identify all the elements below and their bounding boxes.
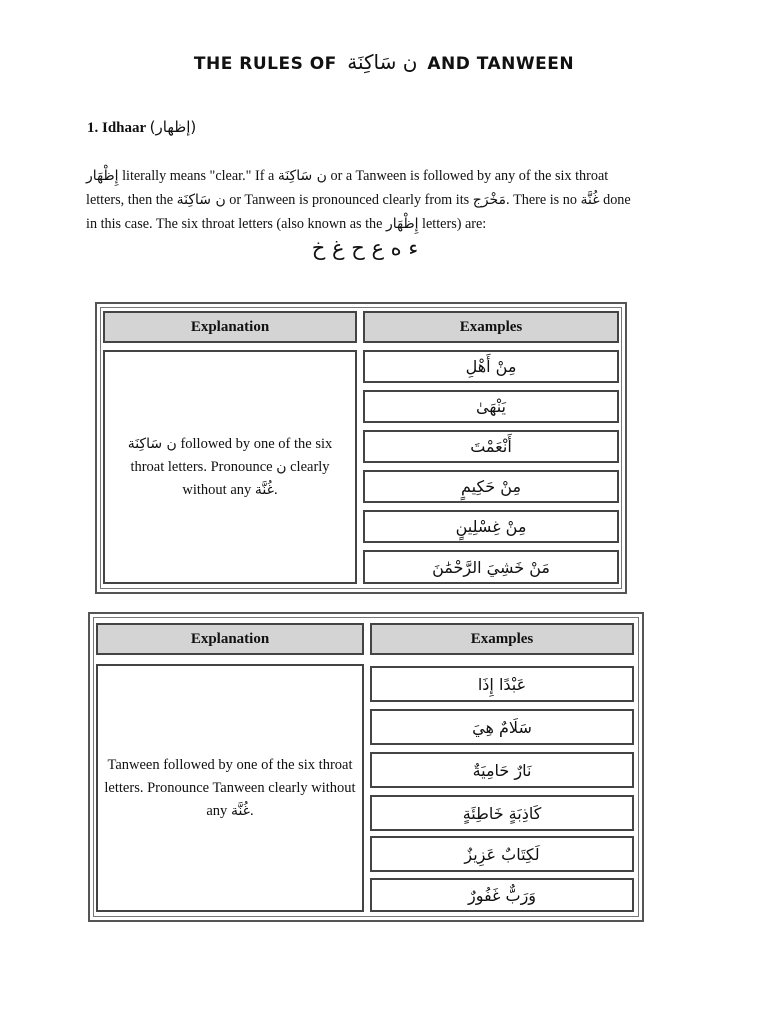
header-explanation: Explanation — [103, 311, 357, 343]
expl-arabic-1: غُنَّة — [230, 802, 250, 819]
para-arabic-5: غُنَّة — [580, 192, 600, 208]
example-cell: كَاذِبَةٍ خَاطِئَةٍ — [370, 795, 634, 831]
example-cell: لَكِتَابٌ عَزِيزٌ — [370, 836, 634, 872]
example-cell: مِنْ غِسْلِينٍ — [363, 510, 619, 543]
explanation-text — [111, 433, 349, 502]
expl-text-2: clearly without any — [182, 458, 330, 498]
header-examples: Examples — [370, 623, 634, 655]
page-title — [0, 50, 768, 74]
example-cell: مِنْ أَهْلِ — [363, 350, 619, 383]
para-arabic-4: مَخْرَج — [472, 192, 507, 208]
expl-arabic-1: ن سَاكِنَة — [127, 435, 177, 452]
explanation-cell — [103, 350, 357, 584]
expl-arabic-3: غُنَّة — [254, 481, 274, 498]
intro-paragraph — [86, 164, 638, 236]
para-text-2: or a Tanween is followed by any of the six throat letters, then the — [86, 168, 609, 208]
example-cell: أَنْعَمْتَ — [363, 430, 619, 463]
title-text-2: AND TANWEEN — [427, 54, 575, 74]
expl-text-2: . — [250, 802, 254, 819]
para-text-5: done in this case. The six throat letters (also known as the — [86, 192, 631, 232]
section-heading — [87, 118, 196, 137]
para-text-4: . There is no — [506, 192, 581, 208]
para-arabic-2: ن سَاكِنَة — [277, 168, 327, 184]
para-arabic-6: إِظْهَار — [385, 216, 419, 232]
table-idhaar-tanween — [88, 612, 644, 922]
title-text-1: THE RULES OF — [193, 54, 337, 74]
para-text-1: literally means "clear." If a — [118, 168, 278, 184]
section-arabic: (إظهار) — [149, 118, 197, 136]
example-cell: مِنْ حَكِيمٍ — [363, 470, 619, 503]
example-cell: مَنْ خَشِيَ الرَّحْمَٰنَ — [363, 550, 619, 584]
explanation-cell — [96, 664, 364, 912]
explanation-text — [104, 754, 356, 823]
para-arabic-1: إِظْهَار — [86, 168, 119, 184]
para-arabic-3: ن سَاكِنَة — [176, 192, 226, 208]
expl-arabic-2: ن — [276, 458, 287, 475]
para-text-3: or Tanween is pronounced clearly from its — [225, 192, 473, 208]
expl-text-1: followed by one of the six throat letters. Pronounce — [130, 435, 333, 475]
para-text-6: letters) are: — [418, 216, 487, 232]
example-cell: وَرَبٌّ غَفُورٌ — [370, 878, 634, 912]
table-idhaar-noon — [95, 302, 627, 594]
expl-text-1: Tanween followed by one of the six throat letters. Pronounce Tanween clearly without any — [104, 756, 356, 819]
example-cell: نَارٌ حَامِيَةٌ — [370, 752, 634, 788]
section-number: 1. — [87, 120, 99, 136]
header-explanation: Explanation — [96, 623, 364, 655]
title-arabic: ن سَاكِنَة — [347, 50, 418, 74]
example-cell: يَنْهَىٰ — [363, 390, 619, 423]
section-name: Idhaar — [102, 120, 146, 136]
example-cell: سَلَامٌ هِيَ — [370, 709, 634, 745]
expl-text-3: . — [273, 481, 278, 498]
throat-letters: ء ه ع ح غ خ — [311, 236, 419, 260]
example-cell: عَبْدًا إِذَا — [370, 666, 634, 702]
header-examples: Examples — [363, 311, 619, 343]
